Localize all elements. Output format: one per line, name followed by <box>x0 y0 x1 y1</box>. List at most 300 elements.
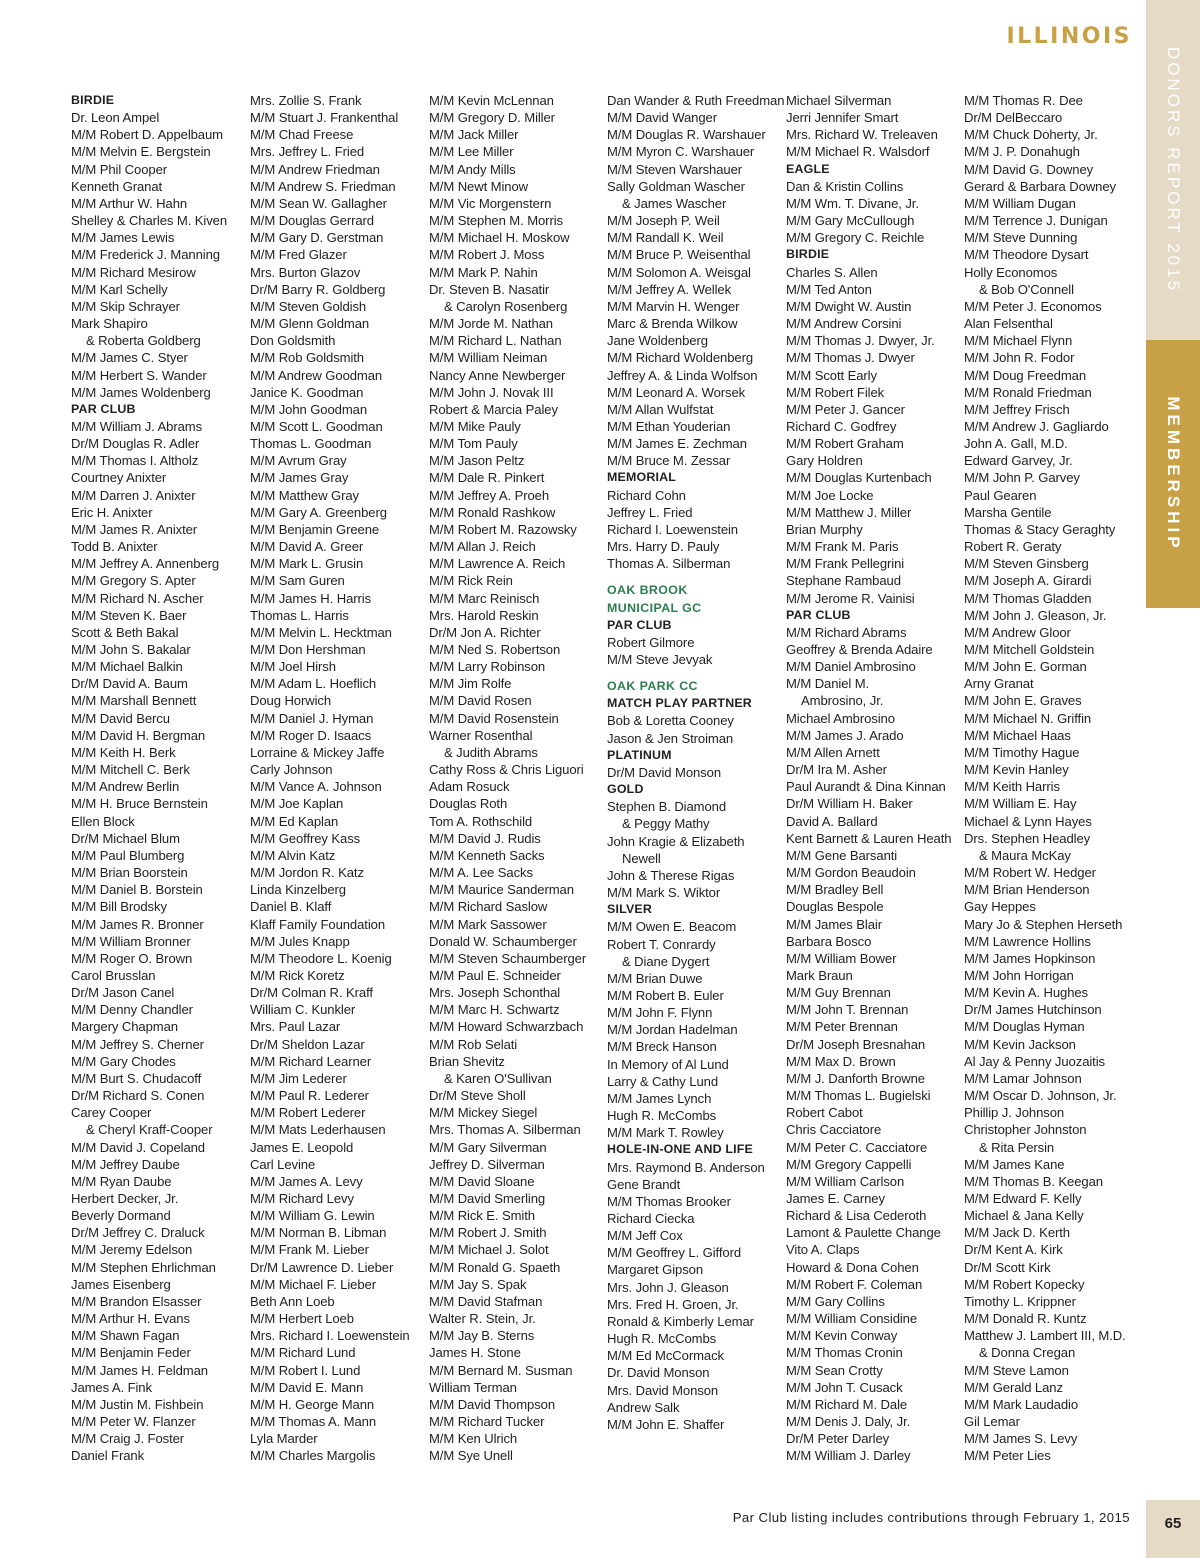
donor-name: Edward Garvey, Jr. <box>964 453 1073 469</box>
donor-name: M/M Frederick J. Manning <box>71 247 220 263</box>
donor-name: M/M Theodore Dysart <box>964 247 1089 263</box>
donor-name: M/M Gary Collins <box>786 1293 885 1309</box>
state-header: ILLINOIS <box>1006 24 1132 49</box>
donor-name: Warner Rosenthal <box>429 727 533 743</box>
donor-name: M/M John S. Bakalar <box>71 642 191 657</box>
donor-name: Dr/M Lawrence D. Lieber <box>250 1259 394 1275</box>
donor-name: Beth Ann Loeb <box>250 1293 335 1309</box>
donor-name: M/M Rob Selati <box>429 1036 518 1052</box>
donor-name: M/M Michael H. Moskow <box>429 230 570 246</box>
donor-name: Paul Aurandt & Dina Kinnan <box>786 779 946 795</box>
donor-name: Mrs. Harold Reskin <box>429 607 539 623</box>
donor-name: M/M Craig J. Foster <box>71 1431 185 1447</box>
donor-name: Vito A. Claps <box>786 1242 860 1258</box>
donor-name: Drs. Stephen Headley <box>964 830 1091 846</box>
donor-name: M/M Andrew Gloor <box>964 624 1071 640</box>
donor-name: M/M Daniel J. Hyman <box>250 710 374 726</box>
donor-name: M/M Roger D. Isaacs <box>250 727 372 743</box>
donor-name: Adam Rosuck <box>429 779 510 795</box>
donor-name: M/M Richard Learner <box>250 1053 372 1069</box>
donor-name: Dr/M Kent A. Kirk <box>964 1242 1063 1258</box>
donor-name: Mrs. Joseph Schonthal <box>429 985 561 1001</box>
donor-name: M/M Solomon A. Weisgal <box>607 264 751 280</box>
donor-name-continuation: & Cheryl Kraff-Cooper <box>86 1122 213 1138</box>
donor-name: M/M David Bercu <box>71 710 170 726</box>
donor-name: M/M Richard Woldenberg <box>607 350 754 366</box>
donor-name: M/M Mark L. Grusin <box>250 556 364 572</box>
donor-name: M/M Peter Lies <box>964 1448 1051 1464</box>
donor-name: M/M Brandon Elsasser <box>71 1293 202 1309</box>
donor-name: Carey Cooper <box>71 1105 152 1121</box>
donor-name: M/M Myron C. Warshauer <box>607 144 755 160</box>
donor-name: M/M Jay B. Sterns <box>429 1328 535 1344</box>
donor-name: Ellen Block <box>71 813 135 829</box>
donor-name: Eric H. Anixter <box>71 504 153 520</box>
donor-name: Barbara Bosco <box>786 933 872 949</box>
donor-name: M/M Ronald Friedman <box>964 384 1092 400</box>
donor-name: Lyla Marder <box>250 1431 318 1447</box>
donor-name: M/M Daniel M. <box>786 676 870 692</box>
donor-name: M/M John T. Brennan <box>786 1002 909 1018</box>
donor-name-continuation: & Judith Abrams <box>444 744 538 760</box>
donor-name: M/M Lamar Johnson <box>964 1070 1082 1086</box>
donor-name: James E. Carney <box>786 1191 885 1206</box>
donor-name: M/M Darren J. Anixter <box>71 487 196 503</box>
donor-name: Tom A. Rothschild <box>429 813 533 829</box>
donor-name: M/M Andrew Friedman <box>250 161 380 177</box>
donor-name: M/M Charles Margolis <box>250 1448 376 1464</box>
donor-name: Robert Cabot <box>786 1105 863 1121</box>
donor-name: Larry & Cathy Lund <box>607 1073 719 1089</box>
donor-name: M/M Allan J. Reich <box>429 539 536 555</box>
donor-name: M/M Gary Silverman <box>429 1139 547 1155</box>
donor-name: M/M Marvin H. Wenger <box>607 298 740 314</box>
donor-name: Douglas Roth <box>429 796 508 812</box>
donor-name: M/M Michael Haas <box>964 727 1071 743</box>
donor-name: Dan Wander & Ruth Freedman <box>607 93 785 108</box>
donor-name-continuation: & James Wascher <box>622 195 727 211</box>
donor-name: Al Jay & Penny Juozaitis <box>964 1053 1105 1069</box>
donor-name: Phillip J. Johnson <box>964 1105 1065 1121</box>
donor-name: Linda Kinzelberg <box>250 882 346 898</box>
donor-name: M/M Richard Tucker <box>429 1414 545 1430</box>
donor-name: M/M Oscar D. Johnson, Jr. <box>964 1088 1117 1104</box>
donor-name: M/M Steve Jevyak <box>607 652 713 667</box>
donor-name: M/M Guy Brennan <box>786 985 891 1001</box>
donor-name: Dr. Leon Ampel <box>71 110 160 126</box>
donor-name: M/M David J. Copeland <box>71 1139 205 1155</box>
donor-name: M/M Ned S. Robertson <box>429 642 561 657</box>
donor-name: M/M Kevin McLennan <box>429 93 554 108</box>
club-heading: OAK PARK CC <box>607 679 698 694</box>
donor-name: M/M William E. Hay <box>964 796 1077 812</box>
donor-name: Sally Goldman Wascher <box>607 178 745 194</box>
donor-name: M/M Don Hershman <box>250 642 366 657</box>
donor-name: M/M Phil Cooper <box>71 161 168 177</box>
donor-name: Dr/M Douglas R. Adler <box>71 436 200 452</box>
donor-name: M/M James Blair <box>786 916 882 932</box>
donor-name: M/M Mitchell C. Berk <box>71 762 190 778</box>
donor-name: M/M Benjamin Greene <box>250 521 380 537</box>
donor-name: Mrs. Burton Glazov <box>250 264 361 280</box>
donor-name: James Eisenberg <box>71 1276 171 1292</box>
donor-name: M/M Mats Lederhausen <box>250 1122 386 1138</box>
donor-name: M/M James J. Arado <box>786 727 904 743</box>
donor-name: Gene Brandt <box>607 1176 681 1192</box>
donor-name: M/M John J. Gleason, Jr. <box>964 607 1107 623</box>
donor-name: Daniel B. Klaff <box>250 899 332 915</box>
donor-name-continuation: & Peggy Mathy <box>622 816 710 832</box>
donor-name: M/M Thomas Gladden <box>964 590 1092 606</box>
donor-name: Bob & Loretta Cooney <box>607 713 734 729</box>
donor-name: M/M Glenn Goldman <box>250 316 370 332</box>
donor-name: M/M Sam Guren <box>250 573 345 589</box>
section-heading: PAR CLUB <box>71 401 136 416</box>
donor-name: M/M William Bronner <box>71 933 191 949</box>
donor-name: M/M Rick Rein <box>429 573 513 589</box>
donor-name: M/M Lawrence Hollins <box>964 933 1091 949</box>
section-heading: PAR CLUB <box>607 617 672 632</box>
donor-column-4 <box>607 92 783 1433</box>
donor-name: William Terman <box>429 1379 517 1395</box>
donor-name: M/M Vic Morgenstern <box>429 195 552 211</box>
donor-name: M/M Kevin Jackson <box>964 1036 1076 1052</box>
donor-name: M/M Arthur H. Evans <box>71 1311 190 1327</box>
donor-name: M/M Daniel Ambrosino <box>786 659 916 675</box>
donor-name-continuation: & Bob O'Connell <box>979 281 1074 297</box>
donor-name: M/M H. George Mann <box>250 1396 375 1412</box>
donor-name: M/M Robert Lederer <box>250 1105 366 1121</box>
donor-name: M/M David Stafman <box>429 1293 543 1309</box>
donor-name: Mrs. John J. Gleason <box>607 1279 729 1295</box>
donor-name: M/M Peter J. Gancer <box>786 401 905 417</box>
donor-name: Walter R. Stein, Jr. <box>429 1311 536 1327</box>
donor-name: John Kragie & Elizabeth <box>607 833 745 849</box>
sidebar-section-tab <box>1146 340 1200 608</box>
donor-name: M/M Gary McCullough <box>786 213 915 229</box>
donor-name: M/M David Rosen <box>429 693 532 709</box>
donor-name: M/M John F. Flynn <box>607 1005 713 1021</box>
donor-name: Dr/M Peter Darley <box>786 1431 890 1447</box>
donor-name: M/M Kenneth Sacks <box>429 847 545 863</box>
donor-name: Jeffrey L. Fried <box>607 504 693 520</box>
donor-name: M/M Robert J. Moss <box>429 247 545 263</box>
donor-name: M/M Shawn Fagan <box>71 1328 180 1344</box>
donor-name: Jeffrey A. & Linda Wolfson <box>607 367 758 383</box>
donor-name: M/M Bruce M. Zessar <box>607 453 731 469</box>
donor-name: M/M David H. Bergman <box>71 727 206 743</box>
donor-name: Nancy Anne Newberger <box>429 367 566 383</box>
club-heading: MUNICIPAL GC <box>607 600 702 615</box>
donor-name: M/M Gregory Cappelli <box>786 1156 912 1172</box>
donor-name: M/M William G. Lewin <box>250 1208 375 1224</box>
donor-name: Dr/M Steve Sholl <box>429 1088 526 1104</box>
donor-name: M/M William J. Abrams <box>71 418 203 434</box>
donor-name: Dr/M David A. Baum <box>71 676 188 692</box>
donor-name: M/M Scott Early <box>786 367 877 383</box>
donor-name: M/M Andrew Berlin <box>71 779 180 795</box>
donor-name: M/M John E. Shaffer <box>607 1416 725 1432</box>
donor-name: Jerri Jennifer Smart <box>786 110 899 126</box>
donor-name: Dan & Kristin Collins <box>786 178 904 194</box>
donor-name: M/M Richard Levy <box>250 1191 354 1206</box>
donor-name: M/M Gregory D. Miller <box>429 110 555 126</box>
donor-name: Mrs. Thomas A. Silberman <box>429 1122 581 1138</box>
donor-name: M/M Douglas Gerrard <box>250 213 374 229</box>
donor-name: Thomas & Stacy Geraghty <box>964 521 1116 537</box>
donor-name: M/M Rick E. Smith <box>429 1208 535 1224</box>
donor-name: M/M Sean Crotty <box>786 1362 883 1378</box>
donor-name: M/M Justin M. Fishbein <box>71 1396 204 1412</box>
donor-name: M/M Douglas R. Warshauer <box>607 127 766 143</box>
donor-name: M/M Ed Kaplan <box>250 813 339 829</box>
donor-name: Mark Shapiro <box>71 316 148 332</box>
donor-name: M/M Robert Filek <box>786 384 885 400</box>
donor-name: M/M John Horrigan <box>964 967 1074 983</box>
donor-name: M/M Michael F. Lieber <box>250 1276 376 1292</box>
donor-name: M/M Richard Abrams <box>786 624 907 640</box>
donor-name: M/M Jim Lederer <box>250 1070 347 1086</box>
donor-name: M/M Jordan Hadelman <box>607 1022 738 1038</box>
donor-name: M/M David Thompson <box>429 1396 556 1412</box>
donor-name: Gary Holdren <box>786 453 863 469</box>
donor-name: Jane Woldenberg <box>607 333 708 349</box>
donor-name: M/M Thomas Brooker <box>607 1193 731 1209</box>
donor-name: M/M Brian Duwe <box>607 970 703 986</box>
donor-name: M/M Jim Rolfe <box>429 676 512 692</box>
donor-name: M/M Michael Flynn <box>964 333 1073 349</box>
donor-name: M/M Steven Goldish <box>250 298 367 314</box>
donor-name: M/M Thomas R. Dee <box>964 93 1083 108</box>
donor-name: M/M Fred Glazer <box>250 247 347 263</box>
donor-name: M/M Daniel B. Borstein <box>71 882 203 898</box>
donor-name: John & Therese Rigas <box>607 867 735 883</box>
donor-name: M/M Gregory C. Reichle <box>786 230 925 246</box>
donor-name: M/M John R. Fodor <box>964 350 1075 366</box>
donor-name: Dr/M David Monson <box>607 764 721 780</box>
donor-name: Charles S. Allen <box>786 264 878 280</box>
donor-name: Dr/M William H. Baker <box>786 796 913 812</box>
donor-name: Alan Felsenthal <box>964 316 1053 332</box>
donor-name: Lamont & Paulette Change <box>786 1225 941 1241</box>
donor-name: Dr/M Ira M. Asher <box>786 762 887 778</box>
donor-name: M/M John P. Garvey <box>964 470 1080 486</box>
donor-name: M/M Marc H. Schwartz <box>429 1002 560 1018</box>
donor-name: M/M William J. Darley <box>786 1448 911 1464</box>
donor-name-continuation: & Rita Persin <box>979 1139 1055 1155</box>
donor-name: M/M Jorde M. Nathan <box>429 316 553 332</box>
donor-name: Andrew Salk <box>607 1399 680 1415</box>
donor-name: Kenneth Granat <box>71 178 163 194</box>
donor-name: Carly Johnson <box>250 762 333 778</box>
section-label: MEMBERSHIP <box>1164 396 1183 552</box>
donor-name: Dr/M Richard S. Conen <box>71 1088 205 1104</box>
donor-name: M/M Michael Balkin <box>71 659 183 675</box>
donor-name: M/M Jeffrey A. Wellek <box>607 281 732 297</box>
donor-name: M/M David Smerling <box>429 1191 546 1206</box>
donor-name-continuation: & Donna Cregan <box>979 1345 1076 1361</box>
donor-name: M/M Allan Wulfstat <box>607 401 714 417</box>
donor-name: M/M Robert W. Hedger <box>964 865 1096 881</box>
donor-name: In Memory of Al Lund <box>607 1056 729 1072</box>
donor-name: M/M Bruce P. Weisenthal <box>607 247 751 263</box>
donor-name-continuation: & Maura McKay <box>979 847 1071 863</box>
donor-name: M/M Donald R. Kuntz <box>964 1311 1087 1327</box>
donor-name: Mark Braun <box>786 967 853 983</box>
donor-name: M/M Rob Goldsmith <box>250 350 364 366</box>
donor-name: Herbert Decker, Jr. <box>71 1191 179 1206</box>
donor-name: M/M Denis J. Daly, Jr. <box>786 1414 911 1430</box>
donor-name: Mrs. Richard W. Treleaven <box>786 127 938 143</box>
donor-name: Robert & Marcia Paley <box>429 401 558 417</box>
donor-name: Klaff Family Foundation <box>250 916 386 932</box>
donor-name: M/M Herbert Loeb <box>250 1311 354 1327</box>
donor-name: M/M Brian Henderson <box>964 882 1090 898</box>
donor-name: Christopher Johnston <box>964 1122 1087 1138</box>
donor-name: M/M Jack D. Kerth <box>964 1225 1070 1241</box>
donor-name: Richard Ciecka <box>607 1211 695 1226</box>
donor-name: M/M Vance A. Johnson <box>250 779 382 795</box>
donor-name: James E. Leopold <box>250 1139 354 1155</box>
donor-name: M/M William Considine <box>786 1311 918 1327</box>
donor-name: M/M Robert J. Smith <box>429 1225 547 1241</box>
donor-name: M/M Richard L. Nathan <box>429 333 562 349</box>
donor-name: Paul Gearen <box>964 487 1037 503</box>
donor-name: M/M Howard Schwarzbach <box>429 1019 584 1035</box>
section-heading: MEMORIAL <box>607 470 677 485</box>
donor-name: M/M Steven Warshauer <box>607 161 743 177</box>
donor-name: Mary Jo & Stephen Herseth <box>964 916 1123 932</box>
donor-name: Marsha Gentile <box>964 504 1052 520</box>
donor-name: Cathy Ross & Chris Liguori <box>429 762 584 778</box>
donor-name: M/M David Rosenstein <box>429 710 559 726</box>
donor-name: M/M Peter Brennan <box>786 1019 898 1035</box>
donor-name: M/M J. Danforth Browne <box>786 1070 925 1086</box>
donor-name: M/M Stephen M. Morris <box>429 213 563 229</box>
donor-name: M/M Mitchell Goldstein <box>964 642 1095 657</box>
donor-name: M/M Breck Hanson <box>607 1039 717 1055</box>
donor-name: Richard I. Loewenstein <box>607 521 738 537</box>
donor-name: M/M Douglas Kurtenbach <box>786 470 932 486</box>
donor-name: Gil Lemar <box>964 1414 1020 1430</box>
donor-name: M/M Steve Dunning <box>964 230 1078 246</box>
donor-name: Richard & Lisa Cederoth <box>786 1208 927 1224</box>
donor-column-5 <box>786 92 962 1465</box>
section-heading: SILVER <box>607 902 653 917</box>
donor-name: M/M Ryan Daube <box>71 1173 172 1189</box>
donor-name: Mrs. Jeffrey L. Fried <box>250 144 365 160</box>
donor-name: James A. Fink <box>71 1379 152 1395</box>
donor-name: Chris Cacciatore <box>786 1122 882 1138</box>
donor-name: M/M David J. Rudis <box>429 830 541 846</box>
footer-note: Par Club listing includes contributions through February 1, 2015 <box>732 1510 1130 1525</box>
donor-name: Mrs. Raymond B. Anderson <box>607 1159 765 1175</box>
donor-name: M/M Mark Sassower <box>429 916 547 932</box>
donor-name: Margery Chapman <box>71 1019 178 1035</box>
donor-name: M/M Gary D. Gerstman <box>250 230 384 246</box>
donor-name: Doug Horwich <box>250 693 332 709</box>
donor-name: M/M Robert B. Euler <box>607 987 724 1003</box>
donor-name: Brian Murphy <box>786 521 863 537</box>
donor-name: Howard & Dona Cohen <box>786 1259 919 1275</box>
donor-name: M/M James Hopkinson <box>964 950 1096 966</box>
donor-name: M/M Avrum Gray <box>250 453 347 469</box>
donor-name: M/M Herbert S. Wander <box>71 367 207 383</box>
section-heading: HOLE-IN-ONE AND LIFE <box>607 1142 754 1157</box>
donor-name: Robert R. Geraty <box>964 539 1062 555</box>
donor-name: M/M Maurice Sanderman <box>429 882 574 898</box>
donor-name: M/M Brian Boorstein <box>71 865 188 881</box>
donor-name: Robert T. Conrardy <box>607 936 716 952</box>
donor-name: David A. Ballard <box>786 813 878 829</box>
section-heading: BIRDIE <box>786 247 830 262</box>
donor-name: Dr/M Jeffrey C. Draluck <box>71 1225 205 1241</box>
donor-name: M/M Stuart J. Frankenthal <box>250 110 399 126</box>
donor-name: M/M William Carlson <box>786 1173 905 1189</box>
donor-name: M/M Thomas Cronin <box>786 1345 903 1361</box>
donor-name: Marc & Brenda Wilkow <box>607 316 738 332</box>
donor-name: M/M Lee Miller <box>429 144 514 160</box>
donor-name: M/M James H. Feldman <box>71 1362 208 1378</box>
donor-name: M/M Benjamin Feder <box>71 1345 191 1361</box>
donor-name: William C. Kunkler <box>250 1002 356 1018</box>
donor-name: M/M Jeff Cox <box>607 1228 683 1244</box>
donor-name: Thomas L. Harris <box>250 607 349 623</box>
donor-name: M/M Bernard M. Susman <box>429 1362 573 1378</box>
donor-name: M/M Matthew J. Miller <box>786 504 912 520</box>
donor-name: M/M James R. Bronner <box>71 916 204 932</box>
donor-name: Brian Shevitz <box>429 1053 505 1069</box>
donor-name: M/M Gary Chodes <box>71 1053 176 1069</box>
donor-name: James H. Stone <box>429 1345 521 1361</box>
donor-name: M/M Dale R. Pinkert <box>429 470 545 486</box>
donor-name: M/M Jordon R. Katz <box>250 865 364 881</box>
donor-name: Dr/M Michael Blum <box>71 830 180 846</box>
donor-name: M/M Doug Freedman <box>964 367 1087 383</box>
donor-name: M/M Lawrence A. Reich <box>429 556 566 572</box>
donor-name: M/M Sean W. Gallagher <box>250 195 387 211</box>
donor-name: M/M Jeffrey Daube <box>71 1156 180 1172</box>
donor-name: M/M Frank Pellegrini <box>786 556 905 572</box>
page-number-tab <box>1146 1500 1200 1558</box>
donor-name: M/M Frank M. Lieber <box>250 1242 369 1258</box>
donor-name: Beverly Dormand <box>71 1208 171 1224</box>
donor-name: Gay Heppes <box>964 899 1036 915</box>
donor-name: M/M Andrew S. Friedman <box>250 178 396 194</box>
donor-name: M/M Chuck Doherty, Jr. <box>964 127 1098 143</box>
donor-name: M/M Geoffrey L. Gifford <box>607 1245 742 1261</box>
donor-name: Dr/M DelBeccaro <box>964 110 1063 126</box>
sidebar-report-tab <box>1146 0 1200 340</box>
donor-name: M/M Steve Lamon <box>964 1362 1069 1378</box>
donor-name: Scott & Beth Bakal <box>71 624 179 640</box>
donor-name: M/M James Woldenberg <box>71 384 211 400</box>
donor-name: Don Goldsmith <box>250 333 336 349</box>
donor-column-2 <box>250 92 426 1465</box>
donor-name: M/M Steven Ginsberg <box>964 556 1089 572</box>
donor-name: M/M Joseph P. Weil <box>607 213 720 229</box>
donor-name: M/M Thomas B. Keegan <box>964 1173 1103 1189</box>
donor-name: M/M Michael R. Walsdorf <box>786 144 930 160</box>
donor-name: M/M David G. Downey <box>964 161 1094 177</box>
donor-name: M/M William Dugan <box>964 195 1076 211</box>
donor-name: M/M Dwight W. Austin <box>786 298 912 314</box>
donor-name: M/M Jeffrey A. Proeh <box>429 487 550 503</box>
donor-name: M/M Edward F. Kelly <box>964 1191 1082 1206</box>
donor-name: Arny Granat <box>964 676 1034 692</box>
donor-name: Hugh R. McCombs <box>607 1331 717 1347</box>
donor-name-continuation: & Karen O'Sullivan <box>444 1070 552 1086</box>
